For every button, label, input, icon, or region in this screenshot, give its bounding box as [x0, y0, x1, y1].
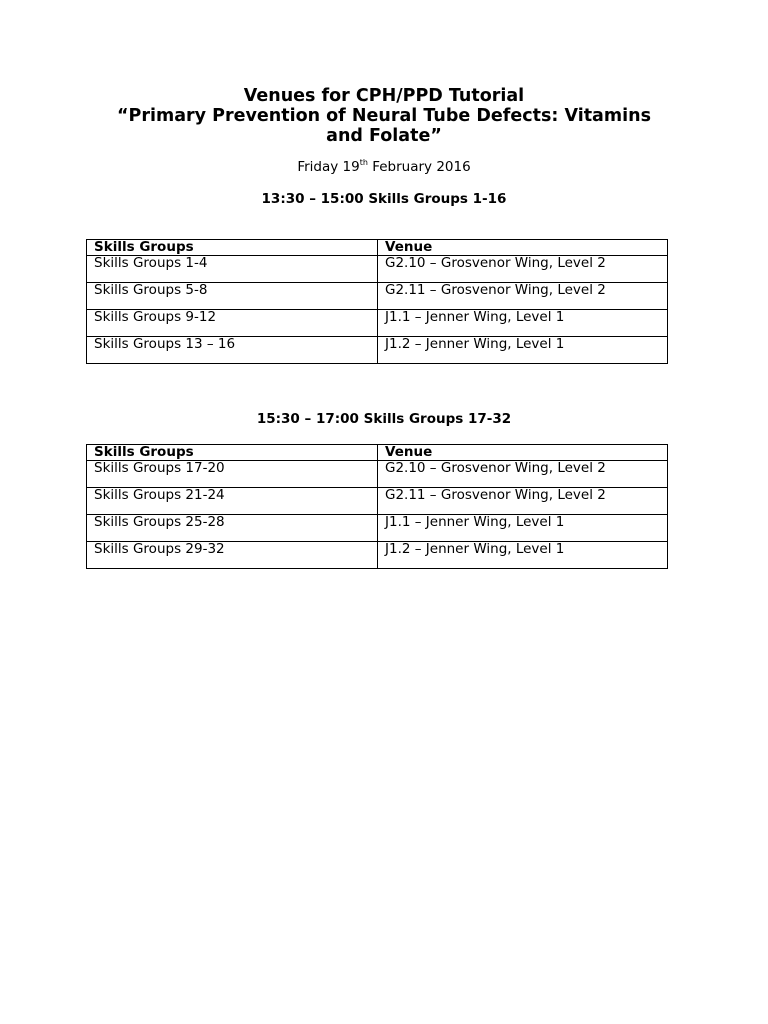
venue-cell: J1.1 – Jenner Wing, Level 1 — [378, 310, 668, 337]
table-row — [87, 488, 668, 515]
title-line-1: Venues for CPH/PPD Tutorial — [243, 86, 525, 106]
skills-group-cell: Skills Groups 5-8 — [87, 283, 378, 310]
table-row — [87, 310, 668, 337]
document-title — [86, 86, 682, 146]
venue-cell: G2.11 – Grosvenor Wing, Level 2 — [378, 283, 668, 310]
venue-cell: J1.1 – Jenner Wing, Level 1 — [378, 515, 668, 542]
column-header-skills-groups: Skills Groups — [87, 445, 378, 461]
column-header-venue: Venue — [378, 445, 668, 461]
session-2-venue-table — [86, 444, 668, 569]
table-row — [87, 256, 668, 283]
column-header-skills-groups: Skills Groups — [87, 240, 378, 256]
skills-group-cell: Skills Groups 13 – 16 — [87, 337, 378, 364]
skills-group-cell: Skills Groups 29-32 — [87, 542, 378, 569]
tutorial-date — [86, 158, 682, 178]
table-row — [87, 515, 668, 542]
table-header-row — [87, 240, 668, 256]
column-header-venue: Venue — [378, 240, 668, 256]
skills-group-cell: Skills Groups 25-28 — [87, 515, 378, 542]
table-header-row — [87, 445, 668, 461]
date-ordinal-suffix: th — [359, 158, 368, 167]
venue-cell: G2.11 – Grosvenor Wing, Level 2 — [378, 488, 668, 515]
date-rest: February 2016 — [367, 159, 471, 175]
skills-group-cell: Skills Groups 21-24 — [87, 488, 378, 515]
session-1-venue-table — [86, 239, 668, 364]
skills-group-cell: Skills Groups 17-20 — [87, 461, 378, 488]
table-row — [87, 461, 668, 488]
venue-cell: G2.10 – Grosvenor Wing, Level 2 — [378, 461, 668, 488]
venue-cell: J1.2 – Jenner Wing, Level 1 — [378, 542, 668, 569]
session-2-heading: 15:30 – 17:00 Skills Groups 17-32 — [256, 411, 512, 427]
table-row — [87, 542, 668, 569]
title-line-2: “Primary Prevention of Neural Tube Defects: Vitamins — [117, 106, 651, 126]
venue-cell: J1.2 – Jenner Wing, Level 1 — [378, 337, 668, 364]
table-row — [87, 283, 668, 310]
venue-cell: G2.10 – Grosvenor Wing, Level 2 — [378, 256, 668, 283]
date-prefix: Friday 19 — [297, 159, 360, 175]
skills-group-cell: Skills Groups 1-4 — [87, 256, 378, 283]
skills-group-cell: Skills Groups 9-12 — [87, 310, 378, 337]
session-1-heading: 13:30 – 15:00 Skills Groups 1-16 — [261, 191, 507, 207]
title-line-3: and Folate” — [326, 126, 442, 146]
table-row — [87, 337, 668, 364]
